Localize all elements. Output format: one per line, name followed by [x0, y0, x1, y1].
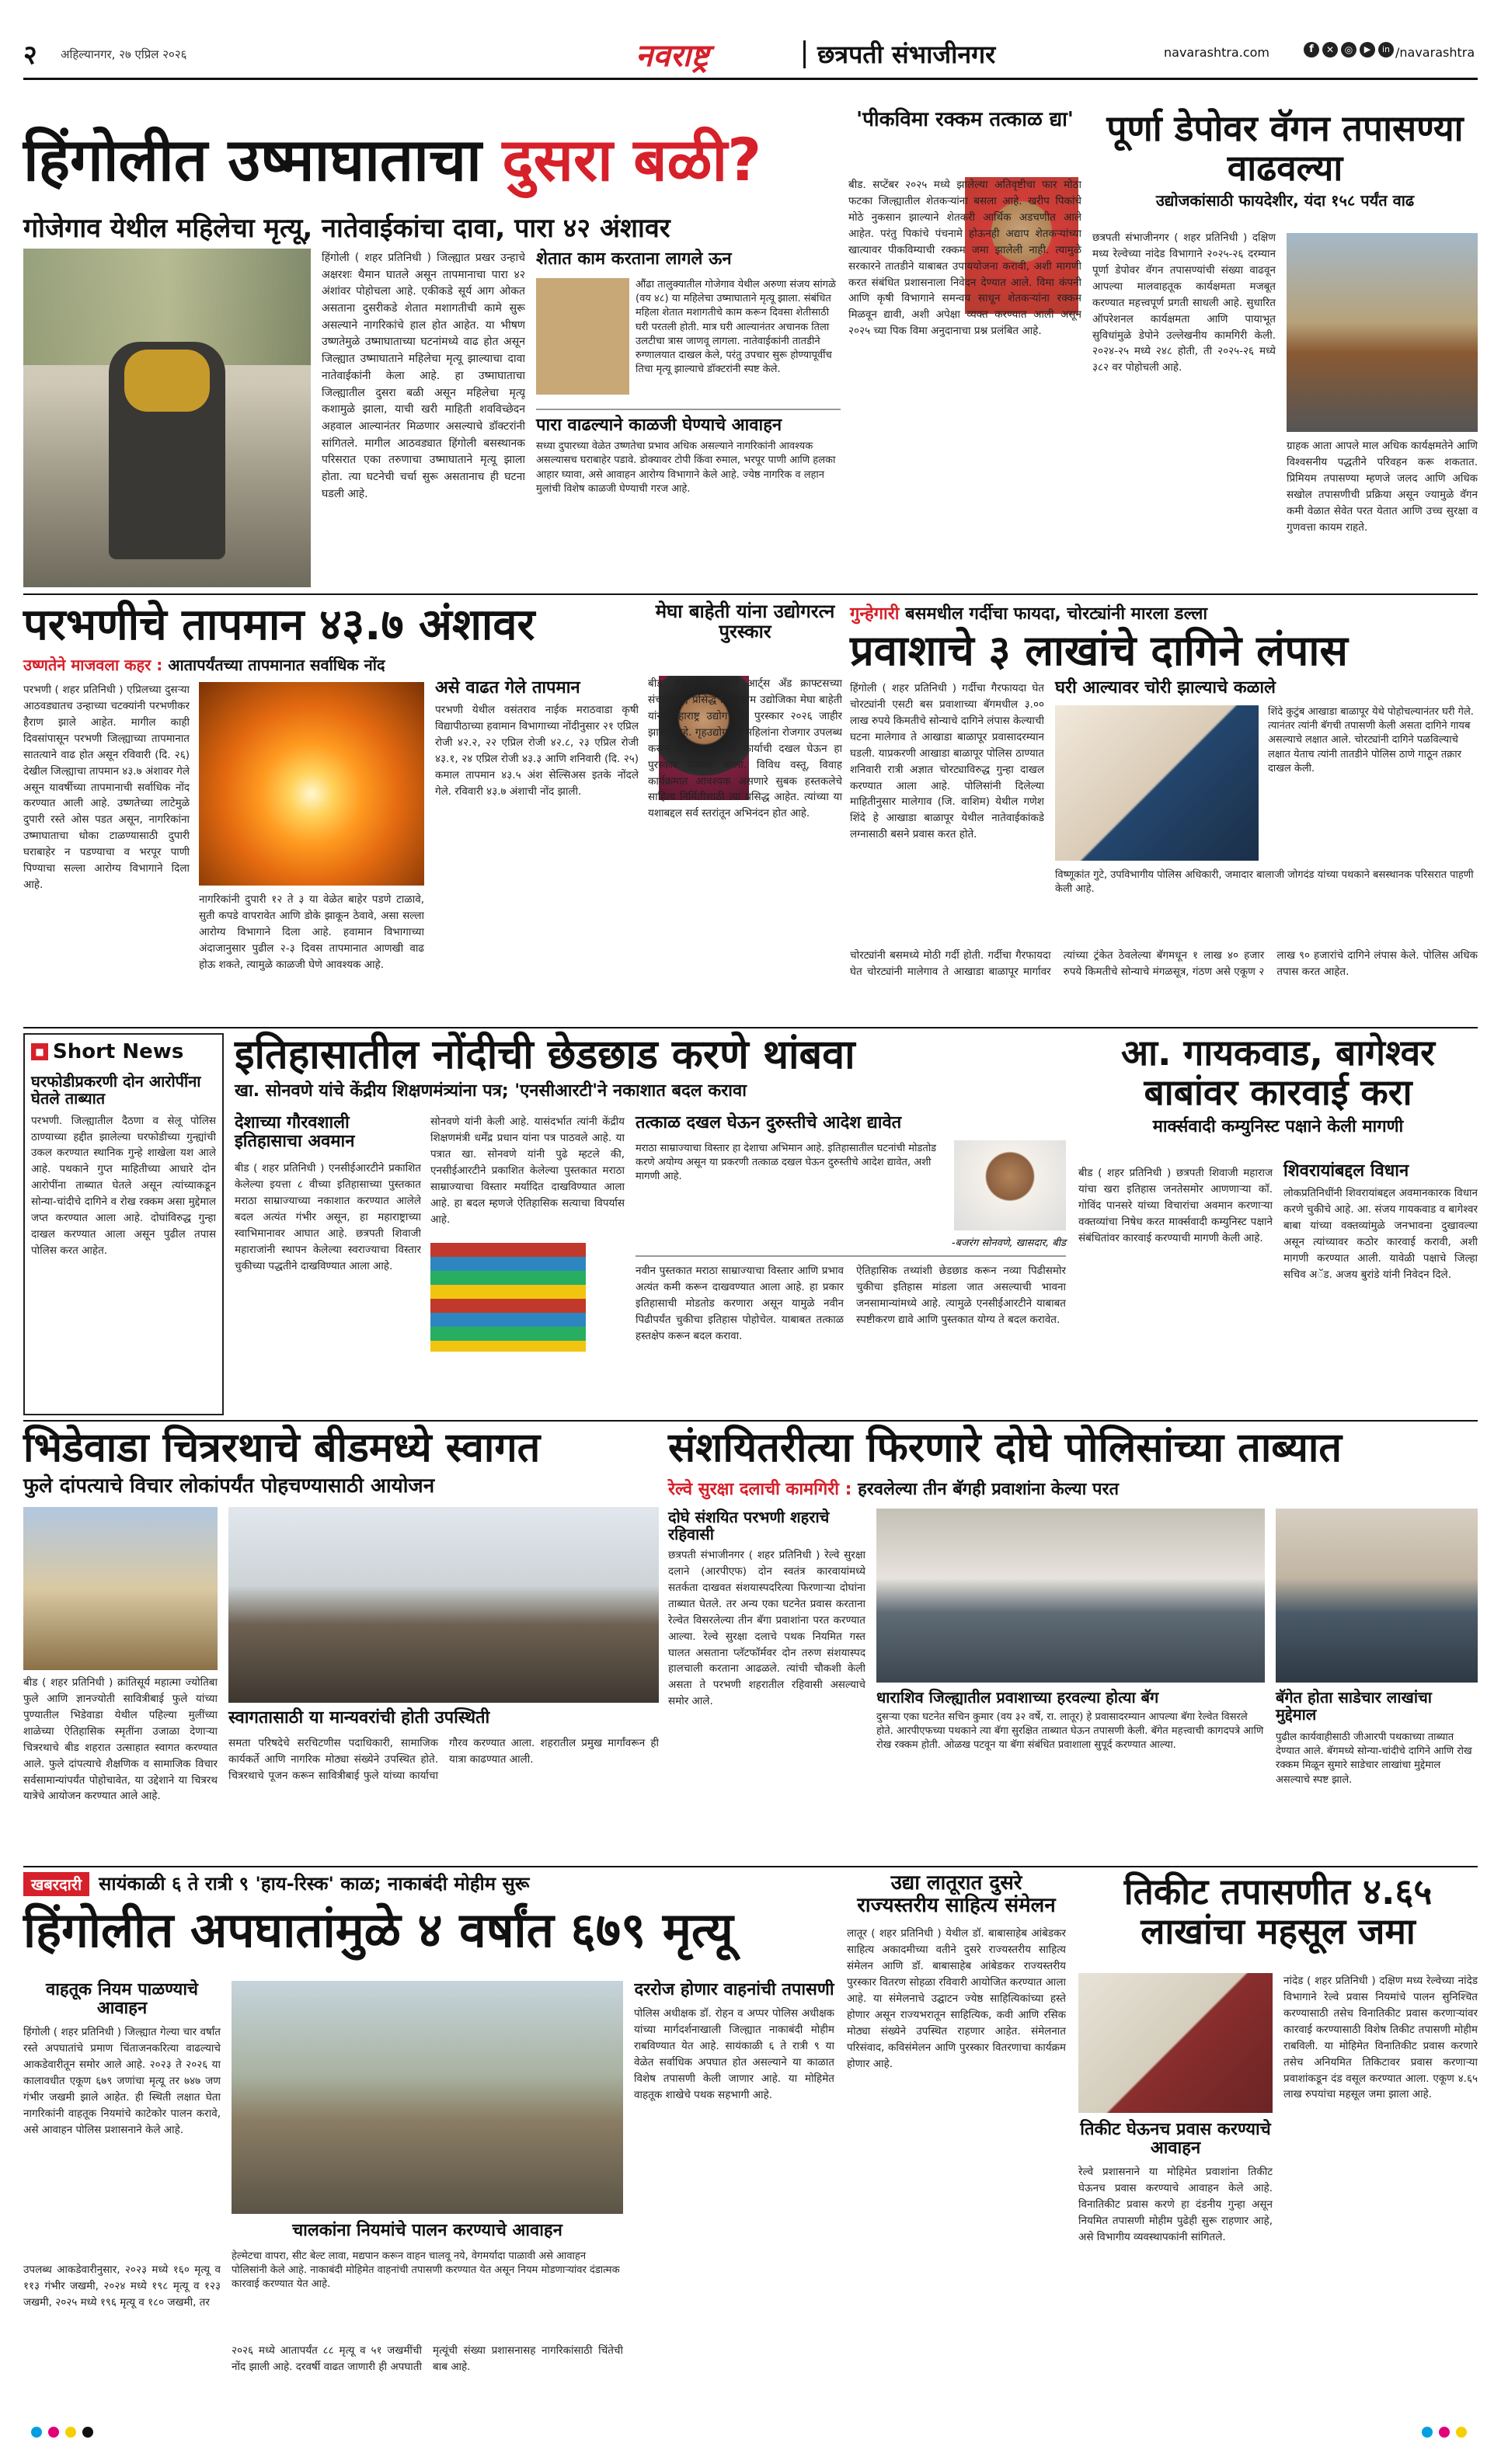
- theft-inset: [1055, 679, 1478, 943]
- subhead-line: [668, 1477, 1478, 1500]
- subhead: खा. सोनवणे यांचे केंद्रीय शिक्षणमंत्र्यांना पत्र; 'एनसीआरटी'ने नकाशात बदल करावा: [235, 1081, 747, 1101]
- story-body: बीड ( शहर प्रतिनिधी ) एनसीईआरटीने प्रकाशित केलेल्या इयत्ता ८ वीच्या इतिहासाच्या पुस्तकात मराठा साम्राज्याच्या नकाशात करण्यात आलेले बदल अत्यंत गंभीर असून, हा महाराष्ट्राच्या स्वाभिमानावर आघात आहे. छत्रपती शिवाजी महाराजांनी स्थापन केलेल्या स्वराज्याचा विस्तार चुकीच्या पद्धतीने दाखविण्यात आला आहे.: [235, 1162, 421, 1272]
- thief-illustration: [1055, 705, 1259, 861]
- inset-body: पोलिस अधीक्षक डॉ. रोहन व अप्पर पोलिस अधीक्षक यांच्या मार्गदर्शनाखाली जिल्ह्यात नाकाबंदी मोहीम राबविण्यात येत आहे. सायंकाळी ६ ते रात्री ९ या वेळेत सर्वाधिक अपघात होत असल्याने या काळात विशेष तपासणी केली जाणार आहे. या मोहिमेत वाहतूक शाखेचे पथक सहभागी आहे.: [634, 2007, 834, 2101]
- magenta-dot: [48, 2427, 59, 2438]
- victim-photo: [536, 278, 629, 395]
- headline: प्रवाशाचे ३ लाखांचे दागिने लंपास: [850, 626, 1348, 675]
- headline: आ. गायकवाड, बागेश्वर बाबांवर कारवाई करा: [1121, 1032, 1435, 1113]
- subhead: हरवलेल्या तीन बॅगही प्रवाशांना केल्या परत: [858, 1480, 1119, 1500]
- photo2-body: पुढील कार्यवाहीसाठी जीआरपी पथकाच्या ताब्यात देण्यात आले. बॅगमध्ये सोन्या-चांदीचे दागिने आणि रोख रक्कम मिळून सुमारे साडेचार लाखांचा मुद्देमाल असल्याचे स्पष्ट झाले.: [1276, 1731, 1472, 1786]
- brand-logo: नवराष्ट्र: [636, 38, 709, 74]
- facebook-icon[interactable]: f: [1304, 42, 1319, 57]
- subhead: उद्योजकांसाठी फायदेशीर, यंदा १५८ पर्यंत वाढ: [1155, 191, 1415, 211]
- masthead: [23, 33, 1478, 78]
- section-rule-1: [23, 593, 1478, 595]
- box-body: रेल्वे प्रशासनाने या मोहिमेत प्रवाशांना तिकीट घेऊनच प्रवास करण्याचे आवाहन केले आहे. विनातिकीट प्रवास करणे हा दंडनीय गुन्हा असून नियमित तपासणी मोहीम पुढेही सुरू राहणार आहे, असे विभागीय व्यवस्थापकांनी सांगितले.: [1078, 2166, 1273, 2244]
- print-registration-marks: [31, 2427, 93, 2438]
- item-title: घरफोडीप्रकरणी दोन आरोपींना घेतले ताब्यात: [31, 1071, 201, 1108]
- black-dot: [82, 2427, 93, 2438]
- kicker: खबरदारी: [23, 1872, 89, 1896]
- tag-line: [850, 601, 1478, 625]
- story-purna-depot: [1092, 109, 1478, 589]
- statement-box: [1283, 1162, 1478, 1414]
- story-ncert: [235, 1033, 1066, 1415]
- quote-body: मराठा साम्राज्याचा विस्तार हा देशाचा अभिमान आहे. इतिहासातील घटनांची मोडतोड करणे अयोग्य असून या प्रकरणी तत्काळ दखल घेऊन दुरुस्तीचे आदेश द्यावेत, अशी मागणी आहे.: [636, 1143, 937, 1183]
- story-body: बीड. शहरातील लक्ष्मी आर्ट्स अँड क्राफ्टसच्या संचालिका, प्रसिद्ध विणीकाम उद्योजिका मेघा बाहेती यांना महाराष्ट्र उद्योग रत्न पुरस्कार २०२६ जाहीर झाला आहे. गृहउद्योगातून महिलांना रोजगार उपलब्ध करून देणाऱ्या त्यांच्या कार्याची दखल घेऊन हा पुरस्कार देण्यात आला. विविध वस्तू, विवाह कार्यक्रमात आवश्यक असणारे सुबक हस्तकलेचे साहित्य निर्मितीसाठी त्या प्रसिद्ध आहेत. त्यांच्या या यशाबद्दल सर्व स्तरांतून अभिनंदन होत आहे.: [648, 677, 842, 820]
- story-crop-insurance: [848, 109, 1081, 589]
- photo-title: चालकांना नियमांचे पालन करण्याचे आवाहन: [292, 2221, 562, 2240]
- side-title: देशाच्या गौरवशाली इतिहासाचा अवमान: [235, 1113, 355, 1152]
- photo1-body: दुसऱ्या एका घटनेत सचिन कुमार (वय ३२ वर्षे, रा. लातूर) हे प्रवासादरम्यान आपल्या बॅगा रेल्वेत विसरले होते. आरपीएफच्या पथकाने त्या बॅगा सुरक्षित ताब्यात घेऊन तपासणी केली. बॅगेत महत्त्वाची कागदपत्रे आणि रोख रक्कम होती. ओळख पटवून या बॅगा संबंधित प्रवाशाला सुपूर्द करण्यात आल्या.: [876, 1711, 1264, 1752]
- instagram-icon[interactable]: ◎: [1341, 42, 1356, 57]
- inset-body: शिंदे कुटुंब आखाडा बाळापूर येथे पोहोचल्यानंतर घरी गेले. त्यानंतर त्यांनी बॅगची तपासणी केली असता दागिने गायब असल्याचे लक्षात आले. चोरट्यांनी दागिने पळविल्याचे लक्षात येताच त्यांनी तातडीने पोलिस ठाणे गाठून तक्रार दाखल केली.: [1268, 706, 1474, 774]
- story-bhidewada: [23, 1426, 659, 1861]
- section-rule-3: [23, 1420, 1478, 1422]
- page-number: २: [23, 40, 37, 71]
- welcome-photo: [228, 1507, 659, 1703]
- story-body: बीड. सप्टेंबर २०२५ मध्ये झालेल्या अतिवृष्टीचा फार मोठा फटका जिल्ह्यातील शेतकऱ्यांना बसला आहे. खरीप पिकांचे मोठे नुकसान झाल्याने शेतकरी आर्थिक अडचणीत आले आहेत. परंतु पिकांचे पंचनामे होऊनही अद्याप शेतकऱ्यांच्या खात्यावर पीकविम्याची रक्कम जमा झालेली नाही. त्यामुळे सरकारने तातडीने याबाबत उपाययोजना करावी, अशी मागणी करत संबंधित प्रशासनाला निवेदन देण्यात आले. विमा कंपनी आणि कृषी विभागाने समन्वय साधून शेतकऱ्यांना रक्कम मिळवून द्यावी, अशी अपेक्षा व्यक्त करण्यात आली असून २०२५ च्या पिक विमा अनुदानाचा प्रश्न प्रलंबित आहे.: [848, 179, 1081, 338]
- mp-photo: [954, 1140, 1066, 1230]
- rules-inset: [23, 1981, 221, 2422]
- story-body-2: ग्राहक आता आपले माल अधिक कार्यक्षमतेने आणि विश्वसनीय पद्धतीने परिवहन करू शकतात. प्रिमियम तपासण्या म्हणजे जलद आणि अधिक सखोल तपासणीची प्रक्रिया असून ज्यामुळे वॅगन कमी वेळात सेवेत परत येतात आणि उच्च सुरक्षा व गुणवत्ता कायम राहते.: [1287, 440, 1478, 534]
- heat-photo: [23, 249, 311, 587]
- advice-title: पारा वाढल्याने काळजी घेण्याचे आवाहन: [536, 416, 782, 435]
- rpf-photo-1: [876, 1509, 1265, 1683]
- story-body: हिंगोली ( शहर प्रतिनिधी ) जिल्ह्यात प्रखर उन्हाचे अक्षरशः थैमान घातले असून तापमानाचा पारा ४२ अंशांवर पोहोचला आहे. एकीकडे सूर्य आग ओकत असताना दुसरीकडे शेतात मशागतीची कामे सुरू असल्याने नागरिकांचे हाल होत आहेत. या भीषण उष्णतेमुळे उष्माघाताच्या घटनांमध्ये वाढ होत असून जिल्ह्यात उष्माघाताने महिलेचा मृत्यू झाल्याचा दावा नातेवाईकांनी केला आहे. हा उष्माघाताचा जिल्ह्यातील दुसरा बळी असून महिलेचा मृत्यू कशामुळे झाला, याची खरी माहिती शवविच्छेदन अहवाल आल्यानंतर मिळणार असल्याचे डॉक्टरांनी सांगितले. मागील आठवड्यात हिंगोली बसस्थानक परिसरात एका तरुणाचा उष्माघाताने मृत्यू झाला होता. त्या घटनेची चर्चा सुरू असतानाच ही घटना घडली आहे.: [322, 252, 525, 500]
- quote-headline: 'पीकविमा रक्कम तत्काळ द्या': [856, 108, 1074, 131]
- books-photo: [430, 1243, 586, 1352]
- cyan-dot: [31, 2427, 42, 2438]
- kicker: गुन्हेगारी: [850, 604, 900, 624]
- story-accidents: [23, 1872, 834, 2424]
- tag-line: [23, 1872, 834, 1896]
- story-ticket-checking: [1078, 1872, 1478, 2424]
- tag: बसमधील गर्दीचा फायदा, चोरट्यांनी मारला डल्ला: [905, 604, 1208, 624]
- rpf-photo-2: [1276, 1509, 1478, 1683]
- masthead-rule: [23, 78, 1478, 80]
- photo2-title: बॅगेत होता साडेचार लाखांचा मुद्देमाल: [1276, 1688, 1432, 1724]
- headline: भिडेवाडा चित्ररथाचे बीडमध्ये स्वागत: [23, 1425, 541, 1471]
- inset-body: औंढा तालुक्यातील गोजेगाव येथील अरुणा संजय सांगळे (वय ४८) या महिलेचा उष्माघाताने मृत्यू झाला. संबंधित महिला शेतात मशागतीचे काम करून दिवसा शेतीसाठी घरी परतली होती. मात्र घरी आल्यानंतर अचानक तिला उलटीचा त्रास जाणवू लागला. नातेवाईकांनी तातडीने रुग्णालयात दाखल केले, परंतु उपचार सुरू होण्यापूर्वीच तिचा मृत्यू झाल्याचे डॉक्टरांनी स्पष्ट केले.: [636, 279, 836, 376]
- quote-box: [636, 1114, 1066, 1257]
- subhead: मार्क्सवादी कम्युनिस्ट पक्षाने केली मागणी: [1152, 1117, 1404, 1137]
- magenta-dot: [1439, 2427, 1450, 2438]
- quote-author: -बजरंग सोनवणे, खासदार, बीड: [951, 1237, 1066, 1249]
- advice-box: [536, 416, 841, 587]
- edition-name: छत्रपती संभाजीनगर: [817, 40, 996, 69]
- story-gaikwad: [1078, 1033, 1478, 1415]
- ticket-photo: [1078, 1973, 1273, 2113]
- short-news-box: [23, 1033, 224, 1415]
- headline: [23, 127, 761, 193]
- story-body: छत्रपती संभाजीनगर ( शहर प्रतिनिधी ) रेल्वे सुरक्षा दलाने (आरपीएफ) दोन स्वतंत्र कारवायांमध्ये सतर्कता दाखवत संशयास्पदरित्या फिरणाऱ्या दोघांना ताब्यात घेतले. तर अन्य एका घटनेत प्रवास करताना रेल्वेत विसरलेल्या तीन बॅगा प्रवाशांना परत करण्यात आल्या. रेल्वे सुरक्षा दलाचे पथक नियमित गस्त घालत असताना प्लॅटफॉर्मवर दोन तरुण संशयास्पद हालचाली करताना आढळले. त्यांची चौकशी केली असता ते परभणी शहरातील रहिवासी असल्याचे समोर आले.: [668, 1549, 865, 1708]
- story-body: हिंगोली ( शहर प्रतिनिधी ) जिल्ह्यात गेल्या चार वर्षांत रस्ते अपघातांचे प्रमाण चिंताजनकरित्या वाढल्याचे आकडेवारीतून समोर आले आहे. २०२३ ते २०२६ या कालावधीत एकूण ६७९ जणांचा मृत्यू तर ७४७ जण गंभीर जखमी झाले आहेत. ही स्थिती लक्षात घेता नागरिकांनी वाहतूक नियमांचे काटेकोर पालन करावे, असे आवाहन पोलिस प्रशासनाने केले आहे.: [23, 2026, 221, 2136]
- cyan-dot: [1422, 2427, 1433, 2438]
- x-icon[interactable]: ✕: [1322, 42, 1338, 57]
- news-icon: ■: [31, 1043, 48, 1060]
- story-body: छत्रपती संभाजीनगर ( शहर प्रतिनिधी ) दक्षिण मध्य रेल्वेच्या नांदेड विभागाने २०२५-२६ दरम्यान पूर्णा डेपोवर वॅगन तपासण्यांची संख्या वाढवून आपल्या मालवाहतूक कार्यक्षमता मजबूत करण्यात महत्त्वपूर्ण प्रगती साधली आहे. सुधारित ऑपरेशनल कार्यक्षमता आणि पायाभूत सुविधांमुळे डेपोने उल्लेखनीय कामगिरी केली. २०२४-२५ मध्ये २४८ होती, ती २०२५-२६ मध्ये ३८२ वर पोहोचली आहे.: [1092, 231, 1276, 374]
- side-title: असे वाढत गेले तापमान: [435, 678, 580, 698]
- headline: हिंगोलीत अपघातांमुळे ४ वर्षांत ६७९ मृत्यू: [23, 1902, 733, 1958]
- social-icons[interactable]: [1304, 42, 1394, 57]
- side-title: वाहतूक नियम पाळण्याचे आवाहन: [46, 1980, 198, 2019]
- story-body-2: चोरट्यांनी बसमध्ये मोठी गर्दी होती. गर्दीचा गैरफायदा घेत चोरट्यांनी मालेगाव ते आखाडा बाळापूर मार्गावर त्यांच्या ट्रंकेत ठेवलेल्या बॅगमधून १ लाख ४० हजार रुपये किमतीचे सोन्याचे मंगळसूत्र, गंठण असे एकूण २ लाख ९० हजारांचे दागिने लंपास केले. पोलिस अधिक तपास करत आहेत.: [850, 949, 1478, 978]
- yellow-dot: [65, 2427, 76, 2438]
- headline: परभणीचे तापमान ४३.७ अंशावर: [23, 600, 535, 650]
- wagon-photo: [1287, 233, 1478, 432]
- headline: उद्या लातूरात दुसरे राज्यस्तरीय साहित्य संमेलन: [857, 1871, 1056, 1917]
- story-parbhani-temp: [23, 601, 639, 1024]
- inset-title: दोघे संशयित परभणी शहराचे रहिवासी: [668, 1508, 830, 1543]
- headline: तिकीट तपासणीत ४.६५ लाखांचा महसूल जमा: [1123, 1871, 1433, 1952]
- advice-box: [1078, 2121, 1273, 2422]
- headline-part-2: दुसरा बळी?: [502, 125, 762, 194]
- subhead: आतापर्यंतच्या तापमानात सर्वाधिक नोंद: [168, 655, 385, 674]
- photo-caption: विष्णूकांत गुटे, उपविभागीय पोलिस अधिकारी, जमादार बालाजी जोगदंड यांच्या पथकाने बसस्थानक परिसरात पाहणी केली आहे.: [1055, 869, 1474, 896]
- item-body: परभणी. जिल्ह्यातील दैठणा व सेलू पोलिस ठाण्याच्या हद्दीत झालेल्या घरफोडीच्या गुन्ह्यांची उकल करण्यात स्थानिक गुन्हे शाखेला यश आले आहे. पथकाने गुप्त माहितीच्या आधारे दोन आरोपींना ताब्यात घेतले असून त्यांच्याकडून सोन्या-चांदीचे दागिने व रोख रक्कम असा मुद्देमाल जप्त करण्यात आला आहे. दोघांविरुद्ध गुन्हा दाखल करण्यात आला असून पुढील तपास पोलिस करत आहेत.: [31, 1114, 216, 1257]
- story-latur-sammelan: [847, 1872, 1066, 2424]
- story-body: नांदेड ( शहर प्रतिनिधी ) दक्षिण मध्य रेल्वेच्या नांदेड विभागाने रेल्वे प्रवास नियमांचे पालन सुनिश्चित करण्यासाठी तसेच विनातिकीट प्रवास करणाऱ्यांवर कारवाई करण्यासाठी विशेष तिकीट तपासणी मोहीम राबविली. या मोहिमेत विनातिकीट प्रवास करणारे तसेच अनियमित तिकिटावर प्रवास करणाऱ्या प्रवाशांकडून दंड वसूल करण्यात आला. एकूण ४.६५ लाख रुपयांचा महसूल जमा झाला आहे.: [1283, 1975, 1478, 2101]
- linkedin-icon[interactable]: in: [1378, 42, 1394, 57]
- section-rule-4: [23, 1866, 1478, 1867]
- temp-side: [435, 679, 639, 1022]
- stats-body: उपलब्ध आकडेवारीनुसार, २०२३ मध्ये १६० मृत्यू व ११३ गंभीर जखमी, २०२४ मध्ये १९८ मृत्यू व १२३ जखमी, २०२५ मध्ये १९६ मृत्यू व १८० जखमी, तर: [23, 2264, 221, 2309]
- youtube-icon[interactable]: ▶: [1360, 42, 1375, 57]
- story-hingoli-heat: [23, 84, 841, 589]
- inset-title: दररोज होणार वाहनांची तपासणी: [634, 1980, 834, 1999]
- section-rule-2: [23, 1027, 1478, 1028]
- statue-photo: [23, 1507, 218, 1670]
- date-line: अहिल्यानगर, २७ एप्रिल २०२६: [61, 47, 187, 61]
- photo-title: स्वागतासाठी या मान्यवरांची होती उपस्थिती: [228, 1708, 490, 1728]
- story-body-2: सोनवणे यांनी केली आहे. यासंदर्भात त्यांनी केंद्रीय शिक्षणमंत्री धर्मेंद्र प्रधान यांना पत्र पाठवले आहे. या पत्रात खा. सोनवणे यांनी पुढे म्हटले की, एनसीईआरटीने प्रकाशित केलेल्या पुस्तकात मराठा साम्राज्याचा विस्तार मर्यादित दाखविण्यात आला आहे. हा बदल म्हणजे ऐतिहासिक सत्याचा विपर्यास आहे.: [430, 1115, 625, 1226]
- headline-part-1: हिंगोलीत उष्माघाताचा: [23, 125, 482, 194]
- suspects-inset: [668, 1509, 865, 1860]
- story-body: परभणी ( शहर प्रतिनिधी ) एप्रिलच्या दुसऱ्या आठवड्यातच उन्हाच्या चटक्यांनी परभणीकर हैराण झाले आहेत. मागील काही दिवसांपासून परभणी जिल्ह्याच्या तापमानात सातत्याने वाढ होत असून रविवारी (दि. २६) देखील जिल्ह्याचा तापमान ४३.७ अंशावर गेले असून यावर्षीच्या तापमानाची सर्वाधिक नोंद करण्यात आली आहे. उष्णतेच्या लाटेमुळे दुपारी रस्ते ओस पडत असून, नागरिकांना उष्माघाताचा धोका टाळण्यासाठी दुपारी घराबाहेर न पडण्याचा व भरपूर पाणी पिण्याचा सल्ला आरोग्य विभागाने दिला आहे.: [23, 684, 190, 892]
- kicker: रेल्वे सुरक्षा दलाची कामगिरी :: [668, 1480, 852, 1500]
- subhead-line: [23, 654, 639, 675]
- checks-inset: [634, 1981, 834, 2422]
- story-body: लातूर ( शहर प्रतिनिधी ) येथील डॉ. बाबासाहेब आंबेडकर साहित्य अकादमीच्या वतीने दुसरे राज्यस्तरीय साहित्य संमेलन आणि डॉ. बाबासाहेब आंबेडकर राज्यस्तरीय पुरस्कार वितरण सोहळा रविवारी आयोजित करण्यात आला आहे. या संमेलनाचे उद्घाटन ज्येष्ठ साहित्यिकांच्या हस्ते होणार असून राज्यभरातून साहित्यिक, कवी आणि रसिक मोठ्या संख्येने उपस्थित राहणार आहेत. संमेलनात परिसंवाद, कविसंमेलन आणि पुरस्कार वितरणाचा कार्यक्रम होणार आहे.: [847, 1927, 1066, 2070]
- photo-rider-scarf: [124, 350, 210, 412]
- story-body: बीड ( शहर प्रतिनिधी ) क्रांतिसूर्य महात्मा ज्योतिबा फुले आणि ज्ञानज्योती सावित्रीबाई फुले यांच्या पुण्यातील भिडेवाडा येथील पहिल्या मुलींच्या शाळेच्या ऐतिहासिक स्मृतींना उजाळा देणाऱ्या चित्ररथाचे बीड शहरात उत्साहात स्वागत करण्यात आले. फुले दांपत्याचे शैक्षणिक व सामाजिक विचार सर्वसामान्यांपर्यंत पोहोचावेत, या उद्देशाने या चित्ररथ यात्रेचे आयोजन करण्यात आले आहे.: [23, 1676, 218, 1803]
- tag: सायंकाळी ६ ते रात्री ९ 'हाय-रिस्क' काळ; नाकाबंदी मोहीम सुरू: [99, 1873, 530, 1895]
- subhead: गोजेगाव येथील महिलेचा मृत्यू, नातेवाईकांचा दावा, पारा ४२ अंशावर: [23, 213, 670, 244]
- short-news-header: [31, 1041, 216, 1063]
- site-url[interactable]: navarashtra.com: [1164, 45, 1269, 60]
- kicker: उष्णतेने माजवला कहर :: [23, 655, 163, 674]
- print-registration-marks-right: [1422, 2427, 1467, 2438]
- short-news-title: Short News: [53, 1040, 184, 1063]
- inset-box: [536, 250, 841, 410]
- subhead: फुले दांपत्याचे विचार लोकांपर्यंत पोहचण्यासाठी आयोजन: [23, 1474, 435, 1498]
- masthead-separator: [803, 40, 806, 68]
- story-body-4: ऐतिहासिक तथ्यांशी छेडछाड करून नव्या पिढीसमोर चुकीचा इतिहास मांडला जात असल्याची भावना जनसामान्यांमध्ये आहे. त्यामुळे एनसीईआरटीने याबाबत स्पष्टीकरण द्यावे आणि पुस्तकात योग्य ते बदल करावेत.: [856, 1265, 1066, 1326]
- story-body: हिंगोली ( शहर प्रतिनिधी ) गर्दीचा गैरफायदा घेत चोरट्यांनी एसटी बस प्रवाशाच्या बॅगमधील ३.०० लाख रुपये किमतीचे सोन्याचे दागिने लंपास केल्याची घटना मालेगाव ते आखाडा बाळापूर प्रवासादरम्यान घडली. याप्रकरणी आखाडा बाळापूर पोलिस ठाण्यात शनिवारी रात्री अज्ञात चोरट्याविरुद्ध गुन्हा दाखल करण्यात आला आहे. पोलिसांनी दिलेल्या माहितीनुसार मालेगाव (जि. वाशिम) येथील गणेश शिंदे हे आखाडा बाळापूर येथील नातेवाईकांकडे लग्नासाठी बसने प्रवास करत होते.: [850, 682, 1044, 841]
- photo-body: हेल्मेटचा वापरा, सीट बेल्ट लावा, मद्यपान करून वाहन चालवू नये, वेगमर्यादा पाळावी असे आवाहन पोलिसांनी केले आहे. नाकाबंदी मोहिमेत वाहनांची तपासणी करण्यात येत असून नियम मोडणाऱ्यांवर दंडात्मक कारवाई करण्यात येत आहे.: [232, 2250, 620, 2291]
- inset-title: शेतात काम करताना लागले ऊन: [536, 249, 732, 269]
- quote-title: तत्काळ दखल घेऊन दुरुस्तीचे आदेश द्यावेत: [636, 1113, 902, 1133]
- headline: मेघा बाहेती यांना उद्योगरत्न पुरस्कार: [655, 600, 835, 643]
- advice-body: सध्या दुपारच्या वेळेत उष्णतेचा प्रभाव अधिक असल्याने नागरिकांनी आवश्यक असल्यासच घराबाहेर पडावे. डोक्यावर टोपी किंवा रुमाल, भरपूर पाणी आणि हलका आहार घ्यावा, असे आवाहन आरोग्य विभागाने केले आहे. ज्येष्ठ नागरिक व लहान मुलांची विशेष काळजी घेण्याची गरज आहे.: [536, 440, 836, 495]
- box-title: तिकीट घेऊनच प्रवास करण्याचे आवाहन: [1080, 2120, 1271, 2159]
- story-body-2: समता परिषदेचे सरचिटणीस पदाधिकारी, सामाजिक कार्यकर्ते आणि नागरिक मोठ्या संख्येने उपस्थित होते. चित्ररथाचे पूजन करून सावित्रीबाई फुले यांच्या कार्याचा गौरव करण्यात आला. शहरातील प्रमुख मार्गांवरून ही यात्रा काढण्यात आली.: [228, 1737, 659, 1782]
- box-title: शिवरायांबद्दल विधान: [1283, 1161, 1409, 1181]
- headline: इतिहासातील नोंदीची छेडछाड करणे थांबवा: [235, 1032, 855, 1078]
- story-megha-baheti: [648, 601, 842, 1024]
- headline: संशयितरीत्या फिरणारे दोघे पोलिसांच्या ताब्यात: [668, 1425, 1342, 1471]
- story-body-2: नागरिकांनी दुपारी १२ ते ३ या वेळेत बाहेर पडणे टाळावे, सुती कपडे वापरावेत आणि डोके झाकून ठेवावे, असा सल्ला आरोग्य विभागाने दिला आहे. हवामान विभागाच्या अंदाजानुसार पुढील २-३ दिवस तापमानात आणखी वाढ होऊ शकते, त्यामुळे काळजी घेणे आवश्यक आहे.: [199, 893, 424, 971]
- box-body: लोकप्रतिनिधींनी शिवरायांबद्दल अवमानकारक विधान करणे चुकीचे आहे. आ. संजय गायकवाड व बागेश्वर बाबा यांच्या वक्तव्यांमुळे जनभावना दुखावल्या असून त्यांच्यावर कठोर कारवाई करावी, अशी मागणी करण्यात आली. यावेळी पक्षाचे जिल्हा सचिव अॅड. अजय बुरांडे यांनी निवेदन दिले.: [1283, 1187, 1478, 1281]
- inset-title: घरी आल्यावर चोरी झाल्याचे कळाले: [1055, 678, 1276, 698]
- social-handle[interactable]: /navarashtra: [1395, 45, 1475, 60]
- headline: पूर्णा डेपोवर वॅगन तपासण्या वाढवल्या: [1106, 107, 1464, 189]
- story-bus-theft: [850, 601, 1478, 1024]
- story-rpf: [668, 1426, 1478, 1861]
- side-body: परभणी येथील वसंतराव नाईक मराठवाडा कृषी विद्यापीठाच्या हवामान विभागाच्या नोंदीनुसार २१ एप्रिल रोजी ४२.२, २२ एप्रिल रोजी ४२.८, २३ एप्रिल रोजी ४३.१, २४ एप्रिल रोजी ४३.३ आणि शनिवारी (दि. २५) कमाल तापमान ४३.५ अंश सेल्सिअस इतके नोंदले गेले. रविवारी ४३.७ अंशाची नोंद झाली.: [435, 704, 639, 798]
- story-body-3: २०२६ मध्ये आतापर्यंत ८८ मृत्यू व ५१ जखमींची नोंद झाली आहे. दरवर्षी वाढत जाणारी ही अपघाती मृत्यूंची संख्या प्रशासनासह नागरिकांसाठी चिंतेची बाब आहे.: [232, 2344, 623, 2373]
- yellow-dot: [1456, 2427, 1467, 2438]
- police-photo: [232, 1981, 623, 2214]
- photo1-title: धाराशिव जिल्ह्यातील प्रवाशाच्या हरवल्या होत्या बॅग: [876, 1688, 1159, 1707]
- sun-photo: [199, 682, 424, 886]
- story-body-3: नवीन पुस्तकात मराठा साम्राज्याचा विस्तार आणि प्रभाव अत्यंत कमी करून दाखवण्यात आला आहे. हा प्रकार इतिहासाची मोडतोड करणारा असून यामुळे नवीन पिढीपर्यंत चुकीचा इतिहास पोहोचेल. याबाबत तत्काळ हस्तक्षेप करून बदल करावा.: [636, 1265, 844, 1342]
- story-body: बीड ( शहर प्रतिनिधी ) छत्रपती शिवाजी महाराज यांचा खरा इतिहास जनतेसमोर आणणाऱ्या कॉ. गोविंद पानसरे यांच्या विचारांचा अवमान करणाऱ्या वक्तव्यांचा निषेध करत मार्क्सवादी कम्युनिस्ट पक्षाने संबंधितांवर कारवाई करण्याची मागणी केली आहे.: [1078, 1167, 1273, 1244]
